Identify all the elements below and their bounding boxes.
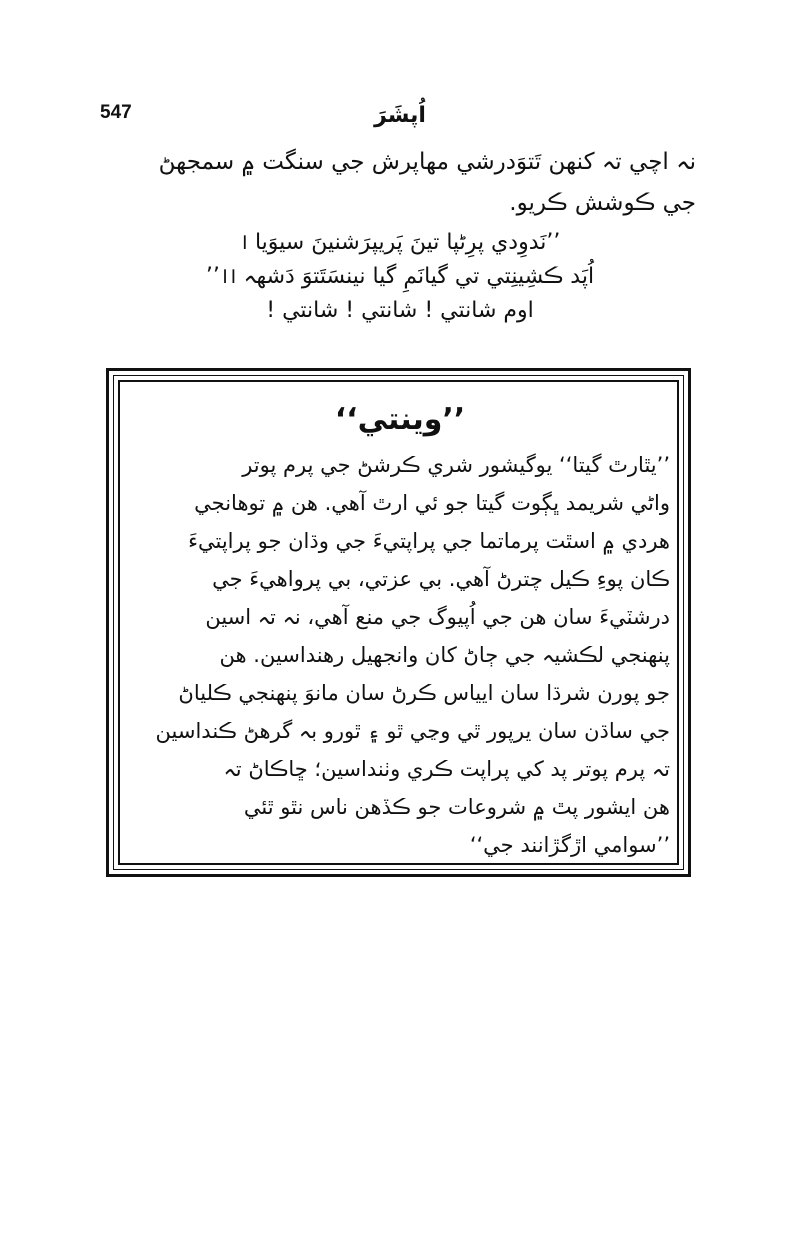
box-title: ’’وينتي‘‘ [334, 402, 466, 437]
box-line: تہ پرم پوتر پد کي پراپت ڪري وٺنداسين؛ ڇاڪاڻ تہ [223, 757, 670, 781]
page-number: 547 [100, 102, 132, 123]
intro-line-1: نہ اچي تہ کنهن تَتوَدرشي مهاپرش جي سنگت ۾ سمجهڻ [158, 149, 696, 175]
intro-line-2: جي ڪوشش ڪريو. [509, 190, 696, 216]
box-line: هردي ۾ اسٿت پرماتما جي پراپتيءَ جي وڌان جو پراپتيءَ [188, 529, 670, 553]
verse-line-2: اُپَد ڪشِينِتي تي گيانَمِ گيا نينسَتَتوَ دَشهہ ।।’’ [205, 264, 595, 289]
box-line: ڪان پوءِ ڪيل چترڻ آهي. بي عزتي، بي پرواهيءَ جي [212, 567, 670, 591]
running-header: اُپشَرَ [374, 103, 426, 128]
verse-line-1: ’’نَدوِدي پرِڻپا تينَ پَريپرَشنينَ سيوَيا । [239, 230, 561, 255]
box-line: هن ايشور پٿ ۾ شروعات جو ڪڏهن ناس نٿو ٿئي [243, 795, 670, 819]
verse-line-3: اوم شانتي ! شانتي ! شانتي ! [266, 298, 534, 323]
box-line: جو پورن شرڌا سان ايياس ڪرڻ سان مانوَ پنهنجي ڪلياڻ [178, 681, 670, 705]
box-signature: ’’سوامي اڙگڙانند جي‘‘ [469, 833, 670, 857]
box-line: جي ساڌن سان يرپور ٿي وڃي ٿو ۽ ٿورو بہ گرهڻ ڪنداسين [155, 719, 670, 743]
box-line: ’’يٿارٿ گيتا‘‘ يوگيشور شري ڪرشڻ جي پرم پوتر [242, 453, 670, 477]
box-line: پنهنجي لڪشيہ جي ڄاڻ کان وانجهيل رهنداسين. هن [219, 643, 670, 667]
box-line: درشٽيءَ سان هن جي اُپيوگ جي منع آهي، نہ تہ اسين [205, 605, 670, 629]
box-line: واڻي شريمد ڀڳوت گيتا جو ئي ارٿ آهي. هن ۾ توهانجي [194, 491, 670, 515]
